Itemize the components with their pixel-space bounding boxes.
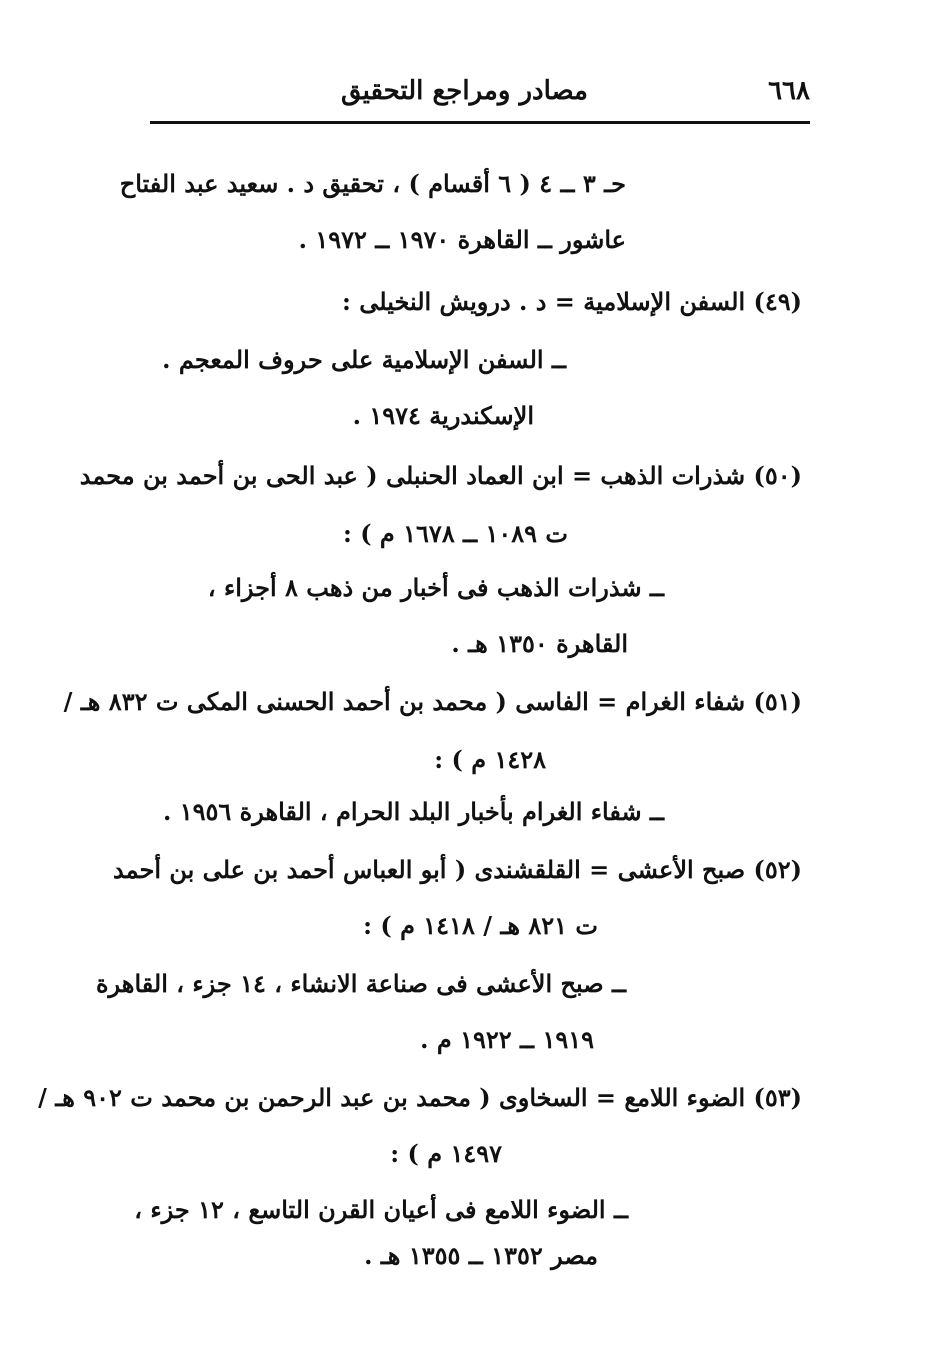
entry-heading-50: (٥٠) شذرات الذهب = ابن العماد الحنبلى ( عبد الحى بن أحمد بن محمد <box>79 461 802 490</box>
text-line: ــ السفن الإسلامية على حروف المعجم . <box>162 345 566 374</box>
entry-heading-51: (٥١) شفاء الغرام = الفاسى ( محمد بن أحمد الحسنى المكى ت ٨٣٢ هـ / <box>63 687 802 716</box>
page-number: ٦٦٨ <box>768 76 810 106</box>
text-line: ــ شذرات الذهب فى أخبار من ذهب ٨ أجزاء ، <box>207 573 664 602</box>
text-line: ــ صبح الأعشى فى صناعة الانشاء ، ١٤ جزء ، القاهرة <box>95 969 626 998</box>
text-line: مصر ١٣٥٢ ــ ١٣٥٥ هـ . <box>364 1241 598 1270</box>
text-line: ــ الضوء اللامع فى أعيان القرن التاسع ، ١٢ جزء ، <box>134 1195 628 1224</box>
text-line: ١٩١٩ ــ ١٩٢٢ م . <box>420 1025 594 1054</box>
text-line: ت ٨٢١ هـ / ١٤١٨ م ) : <box>363 911 598 940</box>
text-line: الإسكندرية ١٩٧٤ . <box>352 401 534 430</box>
text-line: عاشور ــ القاهرة ١٩٧٠ ــ ١٩٧٢ . <box>298 225 626 254</box>
header-rule <box>150 121 810 124</box>
text-line: حـ ٣ ــ ٤ ( ٦ أقسام ) ، تحقيق د . سعيد عبد الفتاح <box>119 169 626 198</box>
running-title: مصادر ومراجع التحقيق <box>340 76 588 106</box>
entry-heading-49: (٤٩) السفن الإسلامية = د . درويش النخيلى : <box>342 287 802 316</box>
entry-heading-52: (٥٢) صبح الأعشى = القلقشندى ( أبو العباس أحمد بن على بن أحمد <box>113 855 802 884</box>
text-line: ١٤٢٨ م ) : <box>434 745 546 774</box>
text-line: ت ١٠٨٩ ــ ١٦٧٨ م ) : <box>343 519 568 548</box>
text-line: ١٤٩٧ م ) : <box>390 1139 502 1168</box>
entry-heading-53: (٥٣) الضوء اللامع = السخاوى ( محمد بن عبد الرحمن بن محمد ت ٩٠٢ هـ / <box>38 1083 802 1112</box>
page-header <box>150 72 810 120</box>
text-line: ــ شفاء الغرام بأخبار البلد الحرام ، القاهرة ١٩٥٦ . <box>163 797 664 826</box>
text-line: القاهرة ١٣٥٠ هـ . <box>451 629 628 658</box>
